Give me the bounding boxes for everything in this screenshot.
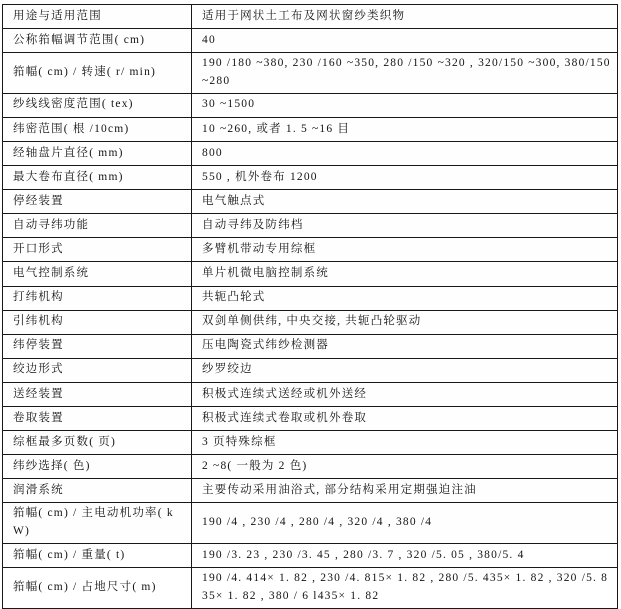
spec-item-value: 3 页特殊综框 bbox=[192, 431, 618, 455]
table-row bbox=[3, 407, 618, 431]
table-row bbox=[3, 117, 618, 141]
spec-item-value: 多臂机带动专用综框 bbox=[192, 238, 618, 262]
spec-item-label: 卷取装置 bbox=[3, 407, 192, 431]
spec-item-label: 筘幅( cm) / 主电动机功率( kW) bbox=[3, 503, 192, 544]
table-row bbox=[3, 214, 618, 238]
spec-table bbox=[2, 4, 618, 609]
spec-item-value: 30 ~1500 bbox=[192, 93, 618, 117]
table-row bbox=[3, 286, 618, 310]
table-row bbox=[3, 166, 618, 190]
spec-item-value: 2 ~8( 一般为 2 色) bbox=[192, 455, 618, 479]
spec-item-label: 纱线线密度范围( tex) bbox=[3, 93, 192, 117]
spec-item-value: 单片机微电脑控制系统 bbox=[192, 262, 618, 286]
table-row bbox=[3, 29, 618, 53]
spec-item-label: 润滑系统 bbox=[3, 479, 192, 503]
spec-item-value: 适用于网状土工布及网状窗纱类织物 bbox=[192, 5, 618, 29]
spec-item-value: 主要传动采用油浴式, 部分结构采用定期强迫注油 bbox=[192, 479, 618, 503]
spec-item-value: 纱罗绞边 bbox=[192, 358, 618, 382]
spec-item-label: 筘幅( cm) / 转速( r/ min) bbox=[3, 53, 192, 94]
table-row bbox=[3, 358, 618, 382]
spec-item-value: 自动寻纬及防纬档 bbox=[192, 214, 618, 238]
spec-item-value: 190 /3. 23 , 230 /3. 45 , 280 /3. 7 , 320 /5. 05 , 380/5. 4 bbox=[192, 544, 618, 568]
spec-item-label: 公称筘幅调节范围( cm) bbox=[3, 29, 192, 53]
spec-item-value: 190 /4 , 230 /4 , 280 /4 , 320 /4 , 380 /4 bbox=[192, 503, 618, 544]
spec-item-value: 双剑单侧供纬, 中央交接, 共轭凸轮驱动 bbox=[192, 310, 618, 334]
spec-item-label: 绞边形式 bbox=[3, 358, 192, 382]
table-row bbox=[3, 503, 618, 544]
table-row bbox=[3, 310, 618, 334]
table-row bbox=[3, 5, 618, 29]
table-row bbox=[3, 190, 618, 214]
spec-item-label: 筘幅( cm) / 重量( t) bbox=[3, 544, 192, 568]
spec-item-label: 送经装置 bbox=[3, 382, 192, 406]
table-row bbox=[3, 142, 618, 166]
table-row bbox=[3, 238, 618, 262]
spec-item-value: 40 bbox=[192, 29, 618, 53]
table-row bbox=[3, 382, 618, 406]
spec-item-label: 纬密范围( 根 /10cm) bbox=[3, 117, 192, 141]
table-row bbox=[3, 568, 618, 609]
table-row bbox=[3, 262, 618, 286]
spec-item-label: 经轴盘片直径( mm) bbox=[3, 142, 192, 166]
spec-item-label: 纬停装置 bbox=[3, 334, 192, 358]
spec-item-label: 打纬机构 bbox=[3, 286, 192, 310]
spec-item-label: 自动寻纬功能 bbox=[3, 214, 192, 238]
spec-item-value: 190 /4. 414× 1. 82 , 230 /4. 815× 1. 82 , 280 /5. 435× 1. 82 , 320 /5. 835× 1. 82 , 380 / 6 l435× 1. 82 bbox=[192, 568, 618, 609]
table-row bbox=[3, 93, 618, 117]
spec-item-value: 800 bbox=[192, 142, 618, 166]
spec-item-value: 积极式连续式送经或机外送经 bbox=[192, 382, 618, 406]
spec-item-value: 积极式连续式卷取或机外卷取 bbox=[192, 407, 618, 431]
spec-item-label: 纬纱选择( 色) bbox=[3, 455, 192, 479]
spec-item-value: 550 , 机外卷布 1200 bbox=[192, 166, 618, 190]
spec-item-value: 电气触点式 bbox=[192, 190, 618, 214]
table-row bbox=[3, 544, 618, 568]
spec-item-value: 190 /180 ~380, 230 /160 ~350, 280 /150 ~320 , 320/150 ~300, 380/150 ~280 bbox=[192, 53, 618, 94]
spec-item-label: 停经装置 bbox=[3, 190, 192, 214]
spec-item-label: 最大卷布直径( mm) bbox=[3, 166, 192, 190]
table-row bbox=[3, 431, 618, 455]
table-row bbox=[3, 334, 618, 358]
spec-item-label: 筘幅( cm) / 占地尺寸( m) bbox=[3, 568, 192, 609]
spec-item-label: 开口形式 bbox=[3, 238, 192, 262]
spec-item-value: 10 ~260, 或者 1. 5 ~16 目 bbox=[192, 117, 618, 141]
spec-item-label: 电气控制系统 bbox=[3, 262, 192, 286]
spec-item-label: 引纬机构 bbox=[3, 310, 192, 334]
spec-item-value: 压电陶瓷式纬纱检测器 bbox=[192, 334, 618, 358]
spec-item-label: 综框最多页数( 页) bbox=[3, 431, 192, 455]
spec-table-body bbox=[3, 5, 618, 609]
table-row bbox=[3, 53, 618, 94]
table-row bbox=[3, 455, 618, 479]
spec-item-label: 用途与适用范围 bbox=[3, 5, 192, 29]
table-row bbox=[3, 479, 618, 503]
spec-item-value: 共轭凸轮式 bbox=[192, 286, 618, 310]
